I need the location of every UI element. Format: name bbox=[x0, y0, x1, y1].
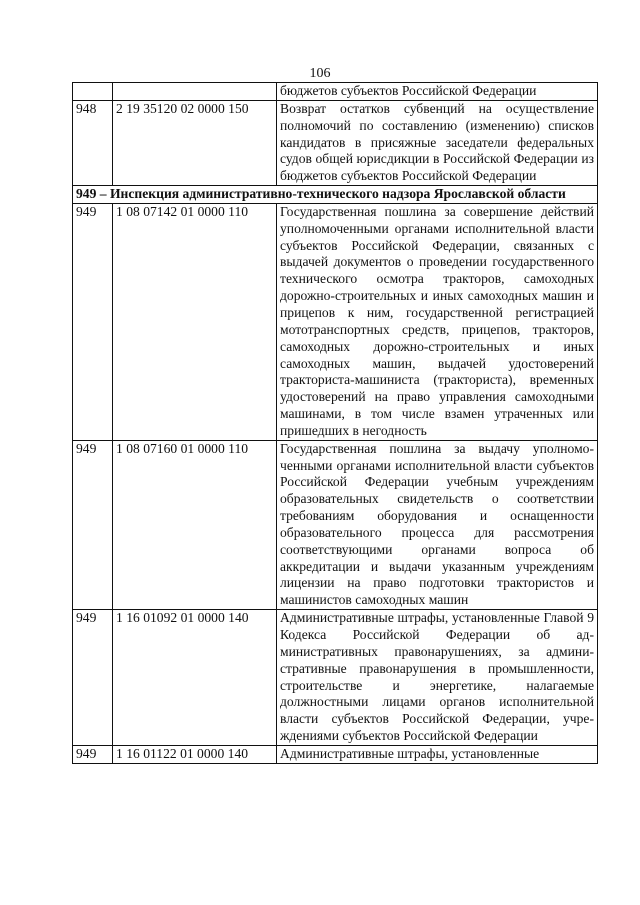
admin-code-cell: 949 bbox=[73, 745, 113, 763]
budget-classification-table bbox=[72, 82, 598, 764]
description-cell: Административные штрафы, установленные Главой 9 Кодекса Российской Федерации об административных правонарушениях, за административные правонарушения в промышленности, строительстве и энергетике, налагаемые должностными лицами органов исполнительной власти субъектов Российской Федерации, учреждениями субъектов Российской Федерации bbox=[277, 610, 598, 746]
description-cell: Государственная пошлина за выдачу уполномоченными органами исполнительной власти субъектов Российской Федерации учебным учреждениям образовательных свидетельств о соответствии требованиям оборудования и оснащенности образовательного процесса для рассмотрения соответствующими органами вопроса об аккредитации и выдачи указанным учреждениям лицензии на право подготовки трактористов и машинистов самоходных машин bbox=[277, 440, 598, 609]
table-row bbox=[73, 203, 598, 440]
section-title: 949 – Инспекция административно-технического надзора Ярославской области bbox=[73, 186, 598, 204]
kbk-code-cell: 1 08 07142 01 0000 110 bbox=[113, 203, 277, 440]
kbk-code-cell: 1 16 01122 01 0000 140 bbox=[113, 745, 277, 763]
table-row bbox=[73, 610, 598, 746]
table-row bbox=[73, 83, 598, 101]
page-number: 106 bbox=[309, 66, 331, 81]
section-header-row bbox=[73, 186, 598, 204]
admin-code-cell: 949 bbox=[73, 610, 113, 746]
description-cell: бюджетов субъектов Российской Федерации bbox=[277, 83, 598, 101]
table-row bbox=[73, 440, 598, 609]
kbk-code-cell: 2 19 35120 02 0000 150 bbox=[113, 100, 277, 185]
kbk-code-cell bbox=[113, 83, 277, 101]
table-row bbox=[73, 745, 598, 763]
kbk-code-cell: 1 08 07160 01 0000 110 bbox=[113, 440, 277, 609]
admin-code-cell: 949 bbox=[73, 203, 113, 440]
description-cell: Административные штрафы, установленные bbox=[277, 745, 598, 763]
table-row bbox=[73, 100, 598, 185]
kbk-code-cell: 1 16 01092 01 0000 140 bbox=[113, 610, 277, 746]
admin-code-cell bbox=[73, 83, 113, 101]
description-cell: Государственная пошлина за совершение действий уполномоченными органами исполнительной власти субъектов Российской Федерации, связанных с выдачей документов о проведении государственного технического осмотра тракторов, самоходных дорожно-строительных и иных самоходных машин и прицепов к ним, государственной регистрацией мототранспортных средств, прицепов, тракторов, самоходных дорожно-строительных и иных самоходных машин, выдачей удостоверений тракториста-машиниста (тракториста), временных удостоверений на право управления самоходными машинами, в том числе взамен утраченных или пришедших в негодность bbox=[277, 203, 598, 440]
description-cell: Возврат остатков субвенций на осуществление полномочий по составлению (изменению) списков кандидатов в присяжные заседатели федеральных судов общей юрисдикции в Российской Федерации из бюджетов субъектов Российской Федерации bbox=[277, 100, 598, 185]
admin-code-cell: 948 bbox=[73, 100, 113, 185]
admin-code-cell: 949 bbox=[73, 440, 113, 609]
